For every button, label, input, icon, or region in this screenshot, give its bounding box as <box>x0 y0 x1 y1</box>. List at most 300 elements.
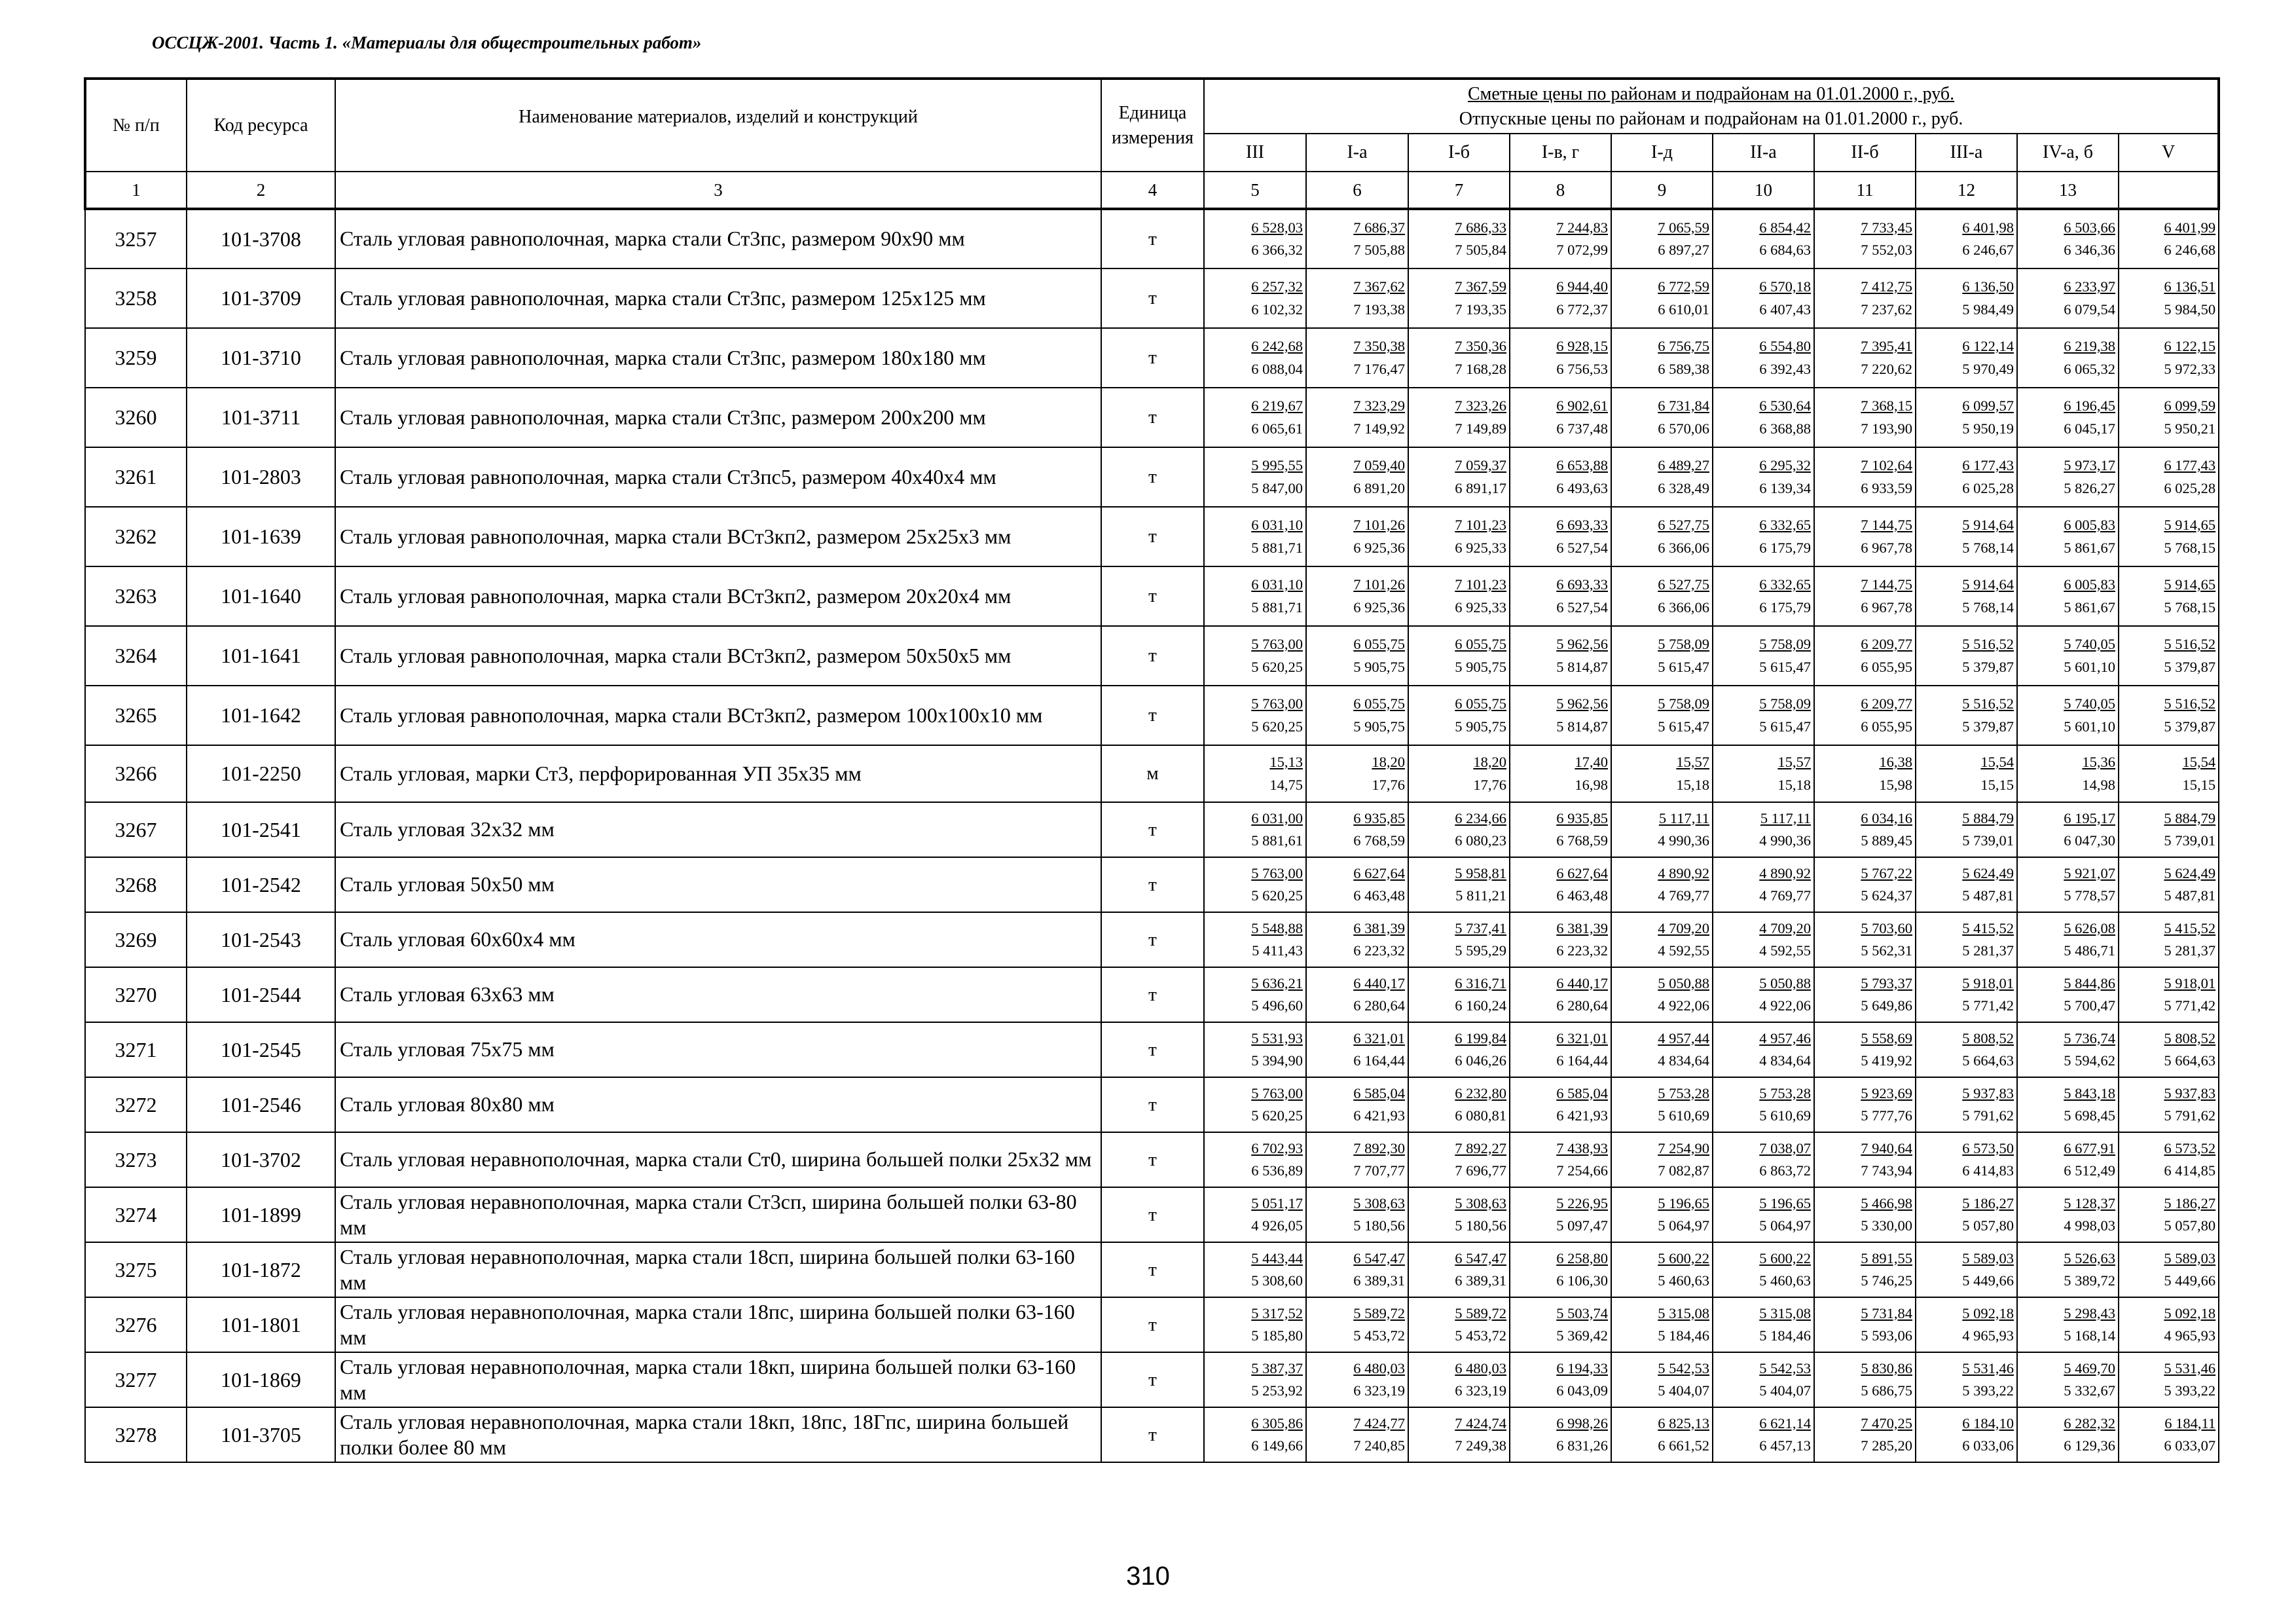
estimate-price: 5 315,08 <box>1658 1304 1709 1321</box>
estimate-price: 5 196,65 <box>1658 1194 1709 1211</box>
estimate-price: 5 808,52 <box>1962 1029 2014 1046</box>
release-price: 5 768,15 <box>2164 599 2216 616</box>
price-cell <box>1306 912 1408 967</box>
price-cell <box>1408 328 1510 388</box>
price-cell <box>1916 507 2017 566</box>
price-cell <box>1611 1297 1713 1352</box>
release-price: 5 411,43 <box>1252 942 1303 959</box>
price-cell <box>2017 268 2119 328</box>
release-price: 5 449,66 <box>2164 1272 2216 1289</box>
release-price: 5 057,80 <box>2164 1217 2216 1234</box>
row-number: 3277 <box>85 1352 187 1407</box>
estimate-price: 6 122,15 <box>2164 338 2216 354</box>
resource-code: 101-1642 <box>187 686 335 745</box>
resource-code: 101-3705 <box>187 1407 335 1462</box>
release-price: 5 168,14 <box>2064 1327 2115 1344</box>
price-cell <box>1611 507 1713 566</box>
release-price: 5 970,49 <box>1962 360 2014 377</box>
price-cell <box>2017 1022 2119 1077</box>
material-name: Сталь угловая равнополочная, марка стали Ст3пс, размером 180х180 мм <box>335 328 1101 388</box>
price-cell <box>1408 268 1510 328</box>
release-price: 15,18 <box>1676 776 1709 793</box>
price-cell <box>2119 209 2219 268</box>
estimate-price: 6 401,99 <box>2164 219 2216 236</box>
release-price: 6 421,93 <box>1353 1107 1405 1124</box>
estimate-price: 7 038,07 <box>1759 1139 1811 1156</box>
price-cell <box>1408 912 1510 967</box>
release-price: 6 065,32 <box>2064 360 2115 377</box>
estimate-price: 5 466,98 <box>1861 1194 1912 1211</box>
estimate-price: 5 526,63 <box>2064 1249 2115 1266</box>
price-cell <box>1916 1242 2017 1297</box>
release-price: 5 791,62 <box>2164 1107 2216 1124</box>
release-price: 5 826,27 <box>2064 479 2115 496</box>
price-cell <box>1814 1242 1916 1297</box>
price-cell <box>2017 1242 2119 1297</box>
estimate-price: 5 589,03 <box>2164 1249 2216 1266</box>
release-price: 6 414,85 <box>2164 1162 2216 1179</box>
estimate-price: 7 101,23 <box>1455 517 1506 533</box>
price-cell <box>1204 1297 1306 1352</box>
estimate-price: 4 709,20 <box>1759 919 1811 936</box>
release-price: 5 615,47 <box>1658 718 1709 735</box>
price-cell <box>1916 328 2017 388</box>
estimate-price: 5 558,69 <box>1861 1029 1912 1046</box>
release-price: 15,15 <box>2182 776 2216 793</box>
header-region: I-в, г <box>1510 134 1611 172</box>
release-price: 6 046,26 <box>1455 1052 1506 1069</box>
row-number: 3265 <box>85 686 187 745</box>
estimate-price: 6 935,85 <box>1353 809 1405 826</box>
estimate-price: 6 332,65 <box>1759 517 1811 533</box>
estimate-price: 7 350,36 <box>1455 338 1506 354</box>
release-price: 5 905,75 <box>1353 658 1405 675</box>
price-cell <box>1408 857 1510 912</box>
release-price: 5 950,21 <box>2164 420 2216 437</box>
release-price: 5 379,87 <box>2164 658 2216 675</box>
release-price: 4 965,93 <box>2164 1327 2216 1344</box>
release-price: 6 129,36 <box>2064 1437 2115 1454</box>
estimate-price: 5 973,17 <box>2064 457 2115 473</box>
release-price: 5 615,47 <box>1759 658 1811 675</box>
release-price: 17,76 <box>1372 776 1405 793</box>
release-price: 6 033,06 <box>1962 1437 2014 1454</box>
release-price: 6 925,36 <box>1353 539 1405 556</box>
table-header <box>85 79 2219 209</box>
table-row <box>85 967 2219 1022</box>
header-region: IV-а, б <box>2017 134 2119 172</box>
release-price: 6 164,44 <box>1353 1052 1405 1069</box>
release-price: 6 463,48 <box>1353 887 1405 904</box>
estimate-price: 6 935,85 <box>1556 809 1608 826</box>
release-price: 6 280,64 <box>1353 997 1405 1014</box>
release-price: 14,98 <box>2082 776 2115 793</box>
unit-of-measure: т <box>1101 1352 1204 1407</box>
release-price: 5 950,19 <box>1962 420 2014 437</box>
estimate-price: 6 554,80 <box>1759 338 1811 354</box>
release-price: 6 055,95 <box>1861 658 1912 675</box>
release-price: 6 280,64 <box>1556 997 1608 1014</box>
price-cell <box>2119 328 2219 388</box>
resource-code: 101-1869 <box>187 1352 335 1407</box>
price-cell <box>1611 268 1713 328</box>
release-price: 16,98 <box>1575 776 1608 793</box>
unit-of-measure: т <box>1101 507 1204 566</box>
estimate-price: 6 731,84 <box>1658 397 1709 414</box>
price-cell <box>1306 857 1408 912</box>
price-cell <box>1814 268 1916 328</box>
release-price: 5 281,37 <box>2164 942 2216 959</box>
estimate-price: 7 244,83 <box>1556 219 1608 236</box>
release-price: 6 392,43 <box>1759 360 1811 377</box>
release-price: 5 057,80 <box>1962 1217 2014 1234</box>
release-price: 5 180,56 <box>1353 1217 1405 1234</box>
estimate-price: 6 902,61 <box>1556 397 1608 414</box>
release-price: 6 366,06 <box>1658 539 1709 556</box>
release-price: 15,15 <box>1980 776 2014 793</box>
material-name: Сталь угловая равнополочная, марка стали Ст3пс, размером 90х90 мм <box>335 209 1101 268</box>
release-price: 5 594,62 <box>2064 1052 2115 1069</box>
price-cell <box>1204 1242 1306 1297</box>
release-price: 6 661,52 <box>1658 1437 1709 1454</box>
release-price: 6 047,30 <box>2064 832 2115 849</box>
estimate-price: 15,57 <box>1777 754 1811 770</box>
release-price: 7 505,84 <box>1455 242 1506 258</box>
estimate-price: 6 547,47 <box>1353 1249 1405 1266</box>
price-cell <box>2119 686 2219 745</box>
estimate-price: 5 962,56 <box>1556 695 1608 712</box>
estimate-price: 5 128,37 <box>2064 1194 2115 1211</box>
estimate-price: 6 295,32 <box>1759 457 1811 473</box>
price-cell <box>1713 1352 1814 1407</box>
release-price: 5 453,72 <box>1353 1327 1405 1344</box>
table-row <box>85 686 2219 745</box>
price-cell <box>1713 447 1814 507</box>
price-cell <box>2017 328 2119 388</box>
material-name: Сталь угловая неравнополочная, марка стали 18пс, ширина большей полки 63-160 мм <box>335 1297 1101 1352</box>
release-price: 5 097,47 <box>1556 1217 1608 1234</box>
table-body <box>85 209 2219 1462</box>
release-price: 5 664,63 <box>1962 1052 2014 1069</box>
column-number: 6 <box>1306 172 1408 209</box>
release-price: 5 771,42 <box>1962 997 2014 1014</box>
release-price: 6 139,34 <box>1759 479 1811 496</box>
estimate-price: 5 758,09 <box>1658 695 1709 712</box>
estimate-price: 5 589,72 <box>1455 1304 1506 1321</box>
estimate-price: 5 415,52 <box>1962 919 2014 936</box>
release-price: 6 328,49 <box>1658 479 1709 496</box>
estimate-price: 5 600,22 <box>1658 1249 1709 1266</box>
release-price: 6 589,38 <box>1658 360 1709 377</box>
price-cell <box>2119 566 2219 626</box>
price-cell <box>2119 1297 2219 1352</box>
row-number: 3269 <box>85 912 187 967</box>
price-cell <box>1814 447 1916 507</box>
estimate-price: 6 257,32 <box>1251 278 1303 295</box>
estimate-price: 7 101,26 <box>1353 517 1405 533</box>
release-price: 6 570,06 <box>1658 420 1709 437</box>
release-price: 5 393,22 <box>2164 1382 2216 1399</box>
release-price: 5 601,10 <box>2064 658 2115 675</box>
release-price: 5 768,15 <box>2164 539 2216 556</box>
estimate-price: 7 323,26 <box>1455 397 1506 414</box>
estimate-price: 5 921,07 <box>2064 864 2115 881</box>
price-cell <box>1306 209 1408 268</box>
table-row <box>85 388 2219 447</box>
header-region: III-а <box>1916 134 2017 172</box>
price-cell <box>1306 626 1408 686</box>
estimate-price: 5 516,52 <box>2164 636 2216 652</box>
release-price: 5 593,06 <box>1861 1327 1912 1344</box>
release-price: 15,18 <box>1777 776 1811 793</box>
price-cell <box>1306 1352 1408 1407</box>
release-price: 5 379,87 <box>1962 718 2014 735</box>
material-name: Сталь угловая неравнополочная, марка стали 18кп, ширина большей полки 63-160 мм <box>335 1352 1101 1407</box>
estimate-price: 6 199,84 <box>1455 1029 1506 1046</box>
estimate-price: 7 892,30 <box>1353 1139 1405 1156</box>
estimate-price: 6 440,17 <box>1353 974 1405 991</box>
estimate-price: 5 884,79 <box>2164 809 2216 826</box>
unit-of-measure: т <box>1101 209 1204 268</box>
resource-code: 101-3711 <box>187 388 335 447</box>
estimate-price: 5 731,84 <box>1861 1304 1912 1321</box>
estimate-price: 6 503,66 <box>2064 219 2115 236</box>
estimate-price: 15,54 <box>1980 754 2014 770</box>
release-price: 6 080,81 <box>1455 1107 1506 1124</box>
price-cell <box>1713 1297 1814 1352</box>
price-cell <box>1713 388 1814 447</box>
resource-code: 101-3709 <box>187 268 335 328</box>
price-cell <box>1510 447 1611 507</box>
resource-code: 101-2544 <box>187 967 335 1022</box>
column-number: 1 <box>85 172 187 209</box>
price-cell <box>2119 507 2219 566</box>
price-cell <box>1713 1022 1814 1077</box>
estimate-price: 6 136,51 <box>2164 278 2216 295</box>
price-cell <box>2119 1132 2219 1187</box>
table-row <box>85 1187 2219 1242</box>
estimate-price: 5 937,83 <box>2164 1084 2216 1101</box>
estimate-price: 7 368,15 <box>1861 397 1912 414</box>
header-region: III <box>1204 134 1306 172</box>
release-price: 5 460,63 <box>1759 1272 1811 1289</box>
estimate-price: 7 395,41 <box>1861 338 1912 354</box>
price-cell <box>1408 1022 1510 1077</box>
price-cell <box>2017 447 2119 507</box>
price-cell <box>2119 1407 2219 1462</box>
release-price: 5 698,45 <box>2064 1107 2115 1124</box>
estimate-price: 5 636,21 <box>1251 974 1303 991</box>
price-cell <box>2017 686 2119 745</box>
price-cell <box>1916 268 2017 328</box>
estimate-price: 7 686,33 <box>1455 219 1506 236</box>
release-price: 7 254,66 <box>1556 1162 1608 1179</box>
estimate-price: 7 065,59 <box>1658 219 1709 236</box>
estimate-price: 6 480,03 <box>1353 1359 1405 1376</box>
release-price: 6 175,79 <box>1759 599 1811 616</box>
column-number: 13 <box>2017 172 2119 209</box>
price-cell <box>2017 802 2119 857</box>
estimate-price: 6 005,83 <box>2064 517 2115 533</box>
estimate-price: 6 527,75 <box>1658 576 1709 593</box>
estimate-price: 16,38 <box>1879 754 1912 770</box>
release-price: 6 610,01 <box>1658 301 1709 318</box>
header-region: I-а <box>1306 134 1408 172</box>
estimate-price: 5 758,09 <box>1759 695 1811 712</box>
price-cell <box>1510 1242 1611 1297</box>
row-number: 3268 <box>85 857 187 912</box>
estimate-price: 6 219,67 <box>1251 397 1303 414</box>
estimate-price: 7 367,59 <box>1455 278 1506 295</box>
estimate-price: 6 232,80 <box>1455 1084 1506 1101</box>
estimate-price: 5 050,88 <box>1658 974 1709 991</box>
header-prices-estimate: Сметные цены по районам и подрайонам на 01.01.2000 г., руб. <box>1467 83 1955 104</box>
estimate-price: 5 548,88 <box>1251 919 1303 936</box>
release-price: 6 527,54 <box>1556 539 1608 556</box>
price-cell <box>1510 1297 1611 1352</box>
price-cell <box>1306 1132 1408 1187</box>
row-number: 3258 <box>85 268 187 328</box>
price-cell <box>1713 967 1814 1022</box>
price-cell <box>1916 1297 2017 1352</box>
price-cell <box>1713 328 1814 388</box>
release-price: 7 193,90 <box>1861 420 1912 437</box>
release-price: 5 700,47 <box>2064 997 2115 1014</box>
unit-of-measure: т <box>1101 686 1204 745</box>
material-name: Сталь угловая неравнополочная, марка стали 18сп, ширина большей полки 63-160 мм <box>335 1242 1101 1297</box>
release-price: 5 664,63 <box>2164 1052 2216 1069</box>
estimate-price: 5 092,18 <box>1962 1304 2014 1321</box>
estimate-price: 4 890,92 <box>1658 864 1709 881</box>
price-cell <box>1713 1407 1814 1462</box>
price-cell <box>1814 507 1916 566</box>
table-row <box>85 1242 2219 1297</box>
price-cell <box>1408 209 1510 268</box>
price-cell <box>1916 209 2017 268</box>
release-price: 5 686,75 <box>1861 1382 1912 1399</box>
estimate-price: 5 758,09 <box>1759 636 1811 652</box>
price-cell <box>1814 1352 1916 1407</box>
estimate-price: 6 321,01 <box>1556 1029 1608 1046</box>
material-name: Сталь угловая 63х63 мм <box>335 967 1101 1022</box>
release-price: 14,75 <box>1269 776 1303 793</box>
row-number: 3274 <box>85 1187 187 1242</box>
estimate-price: 6 055,75 <box>1455 636 1506 652</box>
estimate-price: 5 542,53 <box>1759 1359 1811 1376</box>
estimate-price: 6 177,43 <box>1962 457 2014 473</box>
release-price: 7 240,85 <box>1353 1437 1405 1454</box>
estimate-price: 6 998,26 <box>1556 1414 1608 1431</box>
estimate-price: 5 308,63 <box>1353 1194 1405 1211</box>
release-price: 4 926,05 <box>1251 1217 1303 1234</box>
estimate-price: 5 914,65 <box>2164 576 2216 593</box>
price-cell <box>1713 857 1814 912</box>
estimate-price: 7 733,45 <box>1861 219 1912 236</box>
release-price: 5 486,71 <box>2064 942 2115 959</box>
release-price: 5 180,56 <box>1455 1217 1506 1234</box>
price-cell <box>2119 626 2219 686</box>
release-price: 5 562,31 <box>1861 942 1912 959</box>
price-cell <box>1814 1132 1916 1187</box>
estimate-price: 5 624,49 <box>2164 864 2216 881</box>
unit-of-measure: т <box>1101 566 1204 626</box>
price-cell <box>2119 857 2219 912</box>
price-cell <box>1204 967 1306 1022</box>
estimate-price: 7 686,37 <box>1353 219 1405 236</box>
estimate-price: 5 793,37 <box>1861 974 1912 991</box>
price-cell <box>1204 447 1306 507</box>
release-price: 6 025,28 <box>2164 479 2216 496</box>
price-cell <box>1713 1077 1814 1132</box>
release-price: 6 106,30 <box>1556 1272 1608 1289</box>
estimate-price: 5 703,60 <box>1861 919 1912 936</box>
estimate-price: 5 843,18 <box>2064 1084 2115 1101</box>
material-name: Сталь угловая равнополочная, марка стали Ст3пс5, размером 40х40х4 мм <box>335 447 1101 507</box>
unit-of-measure: т <box>1101 1187 1204 1242</box>
estimate-price: 6 381,39 <box>1353 919 1405 936</box>
price-cell <box>1611 967 1713 1022</box>
estimate-price: 5 923,69 <box>1861 1084 1912 1101</box>
price-cell <box>1510 626 1611 686</box>
table-row <box>85 1352 2219 1407</box>
estimate-price: 7 892,27 <box>1455 1139 1506 1156</box>
release-price: 6 065,61 <box>1251 420 1303 437</box>
estimate-price: 6 099,57 <box>1962 397 2014 414</box>
price-cell <box>1408 967 1510 1022</box>
release-price: 6 323,19 <box>1353 1382 1405 1399</box>
price-cell <box>1204 1407 1306 1462</box>
estimate-price: 6 195,17 <box>2064 809 2115 826</box>
price-cell <box>1306 1187 1408 1242</box>
release-price: 5 615,47 <box>1658 658 1709 675</box>
price-cell <box>1204 1077 1306 1132</box>
price-cell <box>1611 1242 1713 1297</box>
release-price: 5 620,25 <box>1251 718 1303 735</box>
price-cell <box>1306 447 1408 507</box>
release-price: 5 777,76 <box>1861 1107 1912 1124</box>
estimate-price: 4 890,92 <box>1759 864 1811 881</box>
estimate-price: 5 117,11 <box>1760 809 1811 826</box>
price-cell <box>1510 388 1611 447</box>
resource-code: 101-3702 <box>187 1132 335 1187</box>
price-cell <box>1814 1407 1916 1462</box>
estimate-price: 5 503,74 <box>1556 1304 1608 1321</box>
table-row <box>85 566 2219 626</box>
estimate-price: 5 298,43 <box>2064 1304 2115 1321</box>
unit-of-measure: т <box>1101 1297 1204 1352</box>
estimate-price: 5 937,83 <box>1962 1084 2014 1101</box>
table-row <box>85 1407 2219 1462</box>
release-price: 5 460,63 <box>1658 1272 1709 1289</box>
price-cell <box>1204 1187 1306 1242</box>
estimate-price: 6 585,04 <box>1353 1084 1405 1101</box>
price-cell <box>1814 857 1916 912</box>
row-number: 3273 <box>85 1132 187 1187</box>
row-number: 3260 <box>85 388 187 447</box>
release-price: 6 080,23 <box>1455 832 1506 849</box>
price-cell <box>1611 1352 1713 1407</box>
price-cell <box>1611 1132 1713 1187</box>
unit-of-measure: т <box>1101 328 1204 388</box>
estimate-price: 5 531,46 <box>1962 1359 2014 1376</box>
table-row <box>85 1297 2219 1352</box>
release-price: 4 592,55 <box>1759 942 1811 959</box>
release-price: 6 933,59 <box>1861 479 1912 496</box>
release-price: 6 831,26 <box>1556 1437 1608 1454</box>
material-name: Сталь угловая неравнополочная, марка стали Ст0, ширина большей полки 25х32 мм <box>335 1132 1101 1187</box>
estimate-price: 6 234,66 <box>1455 809 1506 826</box>
table-row <box>85 507 2219 566</box>
